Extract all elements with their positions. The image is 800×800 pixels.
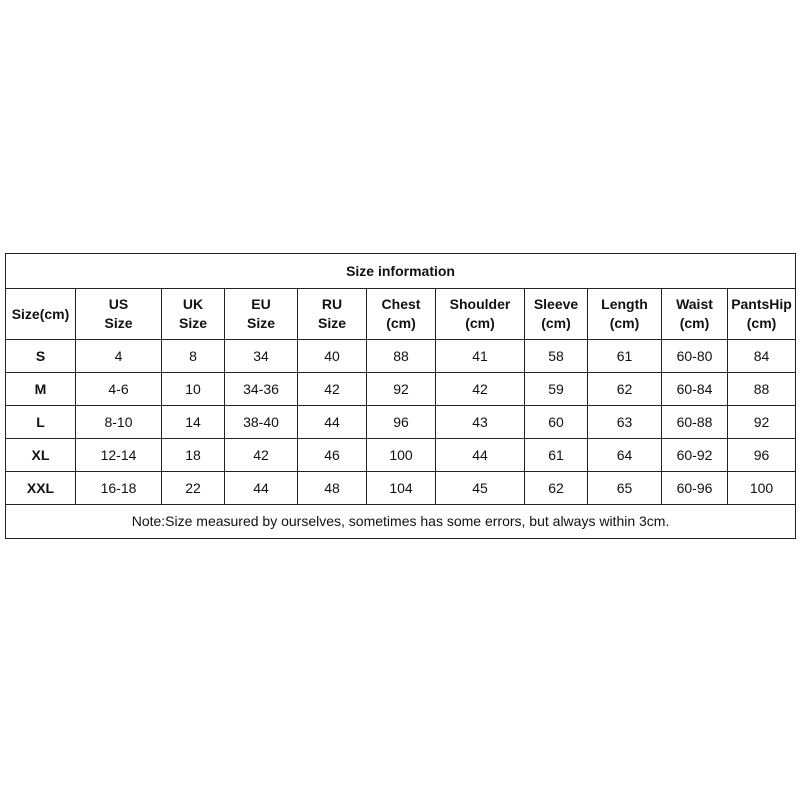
size-label-cell: XXL xyxy=(6,472,76,505)
table-cell: 92 xyxy=(367,373,436,406)
table-cell: 63 xyxy=(588,406,662,439)
column-header-line: (cm) xyxy=(465,315,495,331)
table-cell: 61 xyxy=(525,439,588,472)
column-header xyxy=(436,289,525,340)
table-cell: 34-36 xyxy=(225,373,298,406)
column-header xyxy=(76,289,162,340)
table-cell: 16-18 xyxy=(76,472,162,505)
column-header-line: Size xyxy=(104,315,133,331)
table-cell: 58 xyxy=(525,340,588,373)
table-cell: 18 xyxy=(162,439,225,472)
table-cell: 60-84 xyxy=(662,373,728,406)
note-row xyxy=(6,505,796,539)
column-header xyxy=(6,289,76,340)
table-cell: 44 xyxy=(298,406,367,439)
table-cell: 42 xyxy=(298,373,367,406)
column-header-line: Size xyxy=(246,315,275,331)
column-header-line: Shoulder xyxy=(449,296,511,312)
table-title: Size information xyxy=(6,254,796,289)
column-header-line: RU xyxy=(321,296,343,312)
column-header-line: US xyxy=(108,296,129,312)
table-cell: 100 xyxy=(728,472,796,505)
column-header xyxy=(162,289,225,340)
column-header-line: UK xyxy=(182,296,204,312)
table-cell: 44 xyxy=(436,439,525,472)
table-row xyxy=(6,439,796,472)
header-row xyxy=(6,289,796,340)
column-header-line: (cm) xyxy=(609,315,640,331)
size-chart-body xyxy=(6,254,796,539)
table-row xyxy=(6,406,796,439)
table-cell: 96 xyxy=(728,439,796,472)
table-row xyxy=(6,340,796,373)
table-cell: 8-10 xyxy=(76,406,162,439)
table-cell: 42 xyxy=(225,439,298,472)
size-label-cell: M xyxy=(6,373,76,406)
table-cell: 46 xyxy=(298,439,367,472)
size-note: Note:Size measured by ourselves, sometimes has some errors, but always within 3cm. xyxy=(6,505,796,539)
table-cell: 40 xyxy=(298,340,367,373)
column-header-line: Size xyxy=(317,315,346,331)
size-label-cell: XL xyxy=(6,439,76,472)
column-header xyxy=(298,289,367,340)
column-header-line: Size xyxy=(178,315,207,331)
table-cell: 45 xyxy=(436,472,525,505)
table-cell: 4 xyxy=(76,340,162,373)
title-row xyxy=(6,254,796,289)
column-header xyxy=(367,289,436,340)
column-header-line: (cm) xyxy=(679,315,710,331)
table-cell: 88 xyxy=(728,373,796,406)
size-label-cell: L xyxy=(6,406,76,439)
size-label-cell: S xyxy=(6,340,76,373)
column-header-line: Sleeve xyxy=(533,296,579,312)
table-cell: 34 xyxy=(225,340,298,373)
column-header-line: (cm) xyxy=(541,315,571,331)
table-cell: 60-96 xyxy=(662,472,728,505)
column-header-line: PantsHip xyxy=(731,296,792,312)
column-header xyxy=(588,289,662,340)
table-cell: 60 xyxy=(525,406,588,439)
table-cell: 61 xyxy=(588,340,662,373)
column-header-line: EU xyxy=(251,296,271,312)
table-cell: 96 xyxy=(367,406,436,439)
column-header xyxy=(225,289,298,340)
column-header xyxy=(525,289,588,340)
table-cell: 92 xyxy=(728,406,796,439)
table-cell: 48 xyxy=(298,472,367,505)
table-cell: 10 xyxy=(162,373,225,406)
table-cell: 38-40 xyxy=(225,406,298,439)
column-header-line: (cm) xyxy=(386,315,416,331)
table-cell: 8 xyxy=(162,340,225,373)
table-cell: 88 xyxy=(367,340,436,373)
column-header-line: Length xyxy=(601,296,648,312)
table-cell: 62 xyxy=(525,472,588,505)
table-cell: 60-88 xyxy=(662,406,728,439)
column-header-line: Waist xyxy=(676,296,713,312)
table-cell: 22 xyxy=(162,472,225,505)
table-cell: 65 xyxy=(588,472,662,505)
column-header-line: Size(cm) xyxy=(11,305,70,322)
table-cell: 64 xyxy=(588,439,662,472)
table-cell: 41 xyxy=(436,340,525,373)
column-header xyxy=(662,289,728,340)
table-cell: 43 xyxy=(436,406,525,439)
table-cell: 59 xyxy=(525,373,588,406)
column-header xyxy=(728,289,796,340)
table-cell: 4-6 xyxy=(76,373,162,406)
table-cell: 44 xyxy=(225,472,298,505)
size-chart-table xyxy=(5,253,796,539)
column-header-line: (cm) xyxy=(746,315,777,331)
table-cell: 14 xyxy=(162,406,225,439)
table-cell: 84 xyxy=(728,340,796,373)
table-row xyxy=(6,373,796,406)
column-header-line: Chest xyxy=(381,296,421,312)
table-cell: 60-92 xyxy=(662,439,728,472)
table-cell: 12-14 xyxy=(76,439,162,472)
table-cell: 104 xyxy=(367,472,436,505)
table-cell: 60-80 xyxy=(662,340,728,373)
table-cell: 62 xyxy=(588,373,662,406)
table-row xyxy=(6,472,796,505)
table-cell: 100 xyxy=(367,439,436,472)
table-cell: 42 xyxy=(436,373,525,406)
